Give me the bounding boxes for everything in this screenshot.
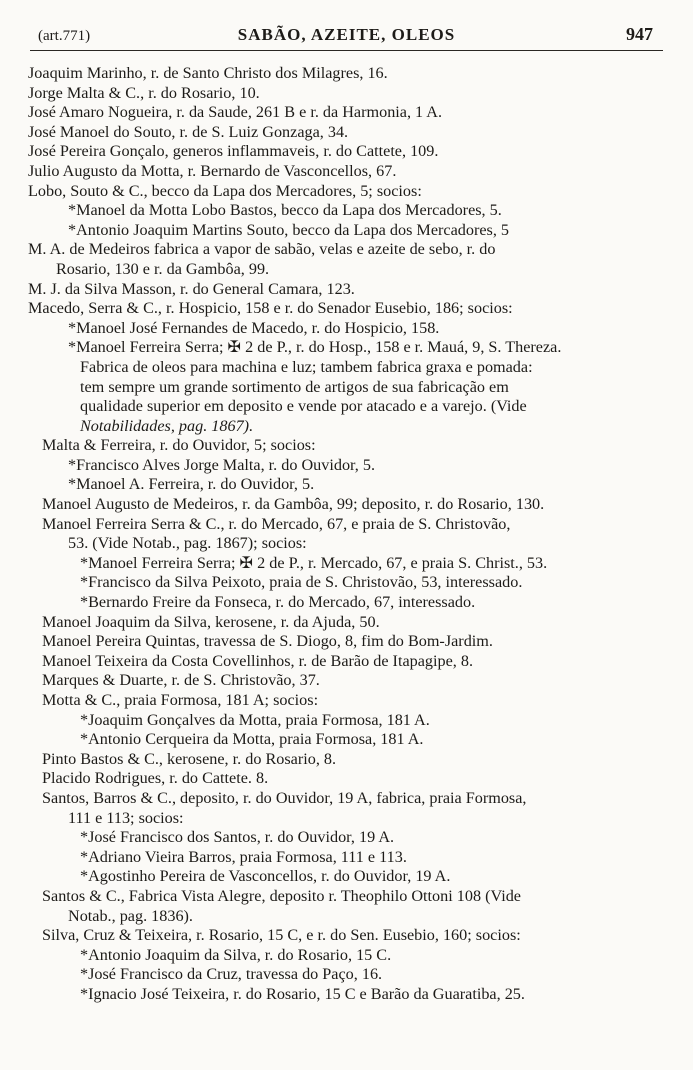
entry-line: Placido Rodrigues, r. do Cattete. 8. xyxy=(42,769,269,788)
entry-line: M. A. de Medeiros fabrica a vapor de sabão, velas e azeite de sebo, r. do xyxy=(28,240,496,259)
entry-line: Julio Augusto da Motta, r. Bernardo de Vasconcellos, 67. xyxy=(28,161,397,180)
entry-line: Malta & Ferreira, r. do Ouvidor, 5; socios: xyxy=(42,436,316,455)
page-title: SABÃO, AZEITE, OLEOS xyxy=(237,25,456,44)
entry-line: M. J. da Silva Masson, r. do General Camara, 123. xyxy=(28,279,355,298)
entry-line: Joaquim Marinho, r. de Santo Christo dos Milagres, 16. xyxy=(28,64,388,82)
partner-line: *Joaquim Gonçalves da Motta, praia Formosa, 181 A. xyxy=(80,710,430,729)
continuation-line: tem sempre um grande sortimento de artigos de sua fabricação em xyxy=(80,377,509,396)
partner-line: *Francisco Alves Jorge Malta, r. do Ouvidor, 5. xyxy=(68,455,376,474)
partner-line: *Antonio Joaquim da Silva, r. do Rosario, 15 C. xyxy=(80,945,392,964)
entry-line: Manoel Augusto de Medeiros, r. da Gambôa, 99; deposito, r. do Rosario, 130. xyxy=(42,495,545,514)
partner-line: *Manoel Ferreira Serra; ✠ 2 de P., r. do Hosp., 158 e r. Mauá, 9, S. Thereza. xyxy=(68,338,562,357)
entry-line: José Manoel do Souto, r. de S. Luiz Gonzaga, 34. xyxy=(28,122,349,141)
entry-line: José Pereira Gonçalo, generos inflammaveis, r. do Cattete, 109. xyxy=(28,142,439,161)
partner-line: *Adriano Vieira Barros, praia Formosa, 111 e 113. xyxy=(80,847,407,866)
entry-line: Lobo, Souto & C., becco da Lapa dos Mercadores, 5; socios: xyxy=(28,181,422,200)
partner-line: *Agostinho Pereira de Vasconcellos, r. do Ouvidor, 19 A. xyxy=(80,867,451,886)
entry-line: José Amaro Nogueira, r. da Saude, 261 B e r. da Harmonia, 1 A. xyxy=(28,103,443,122)
partner-line: *Manoel José Fernandes de Macedo, r. do Hospicio, 158. xyxy=(68,318,440,337)
continuation-line: Fabrica de oleos para machina e luz; tambem fabrica graxa e pomada: xyxy=(80,357,533,376)
partner-line: *Antonio Cerqueira da Motta, praia Formosa, 181 A. xyxy=(80,730,424,749)
continuation-line: Notab., pag. 1836). xyxy=(68,906,193,925)
directory-entries xyxy=(28,64,678,1005)
article-number: (art.771) xyxy=(38,28,91,44)
partner-line: *Bernardo Freire da Fonseca, r. do Mercado, 67, interessado. xyxy=(80,593,476,612)
continuation-line: Rosario, 130 e r. da Gambôa, 99. xyxy=(56,259,270,278)
partner-line: *José Francisco dos Santos, r. do Ouvidor, 19 A. xyxy=(80,828,395,847)
partner-line: *Manoel A. Ferreira, r. do Ouvidor, 5. xyxy=(68,475,315,494)
entry-line: Pinto Bastos & C., kerosene, r. do Rosario, 8. xyxy=(42,749,337,768)
entry-line: Manoel Ferreira Serra & C., r. do Mercado, 67, e praia de S. Christovão, xyxy=(42,514,511,533)
entry-line: Manoel Teixeira da Costa Covellinhos, r. de Barão de Itapagipe, 8. xyxy=(42,651,474,670)
entry-line: Manoel Pereira Quintas, travessa de S. Diogo, 8, fim do Bom-Jardim. xyxy=(42,632,493,651)
partner-line: *Manoel Ferreira Serra; ✠ 2 de P., r. Mercado, 67, e praia S. Christ., 53. xyxy=(80,553,548,572)
entry-line: Santos, Barros & C., deposito, r. do Ouvidor, 19 A, fabrica, praia Formosa, xyxy=(42,788,527,807)
continuation-line: Notabilidades, pag. 1867). xyxy=(80,416,254,435)
entry-line: Jorge Malta & C., r. do Rosario, 10. xyxy=(28,83,260,102)
continuation-line: 111 e 113; socios: xyxy=(68,808,184,827)
entry-line: Marques & Duarte, r. de S. Christovão, 37. xyxy=(42,671,320,690)
entry-line: Motta & C., praia Formosa, 181 A; socios: xyxy=(42,691,319,709)
entry-line: Manoel Joaquim da Silva, kerosene, r. da Ajuda, 50. xyxy=(42,612,380,631)
partner-line: *José Francisco da Cruz, travessa do Paço, 16. xyxy=(80,965,383,984)
entry-line: Silva, Cruz & Teixeira, r. Rosario, 15 C, e r. do Sen. Eusebio, 160; socios: xyxy=(42,926,521,945)
entry-line: Santos & C., Fabrica Vista Alegre, deposito r. Theophilo Ottoni 108 (Vide xyxy=(42,886,521,905)
page-number: 947 xyxy=(626,24,653,44)
header-rule xyxy=(30,50,663,51)
partner-line: *Antonio Joaquim Martins Souto, becco da Lapa dos Mercadores, 5 xyxy=(68,220,510,239)
partner-line: *Francisco da Silva Peixoto, praia de S. Christovão, 53, interessado. xyxy=(80,573,523,592)
entry-line: Macedo, Serra & C., r. Hospicio, 158 e r. do Senador Eusebio, 186; socios: xyxy=(28,299,513,318)
page-header xyxy=(30,20,663,48)
partner-line: *Ignacio José Teixeira, r. do Rosario, 15 C e Barão da Guaratiba, 25. xyxy=(80,984,525,1003)
continuation-line: 53. (Vide Notab., pag. 1867); socios: xyxy=(68,534,307,553)
partner-line: *Manoel da Motta Lobo Bastos, becco da Lapa dos Mercadores, 5. xyxy=(68,201,502,220)
continuation-line: qualidade superior em deposito e vende por atacado e a varejo. (Vide xyxy=(80,397,527,416)
